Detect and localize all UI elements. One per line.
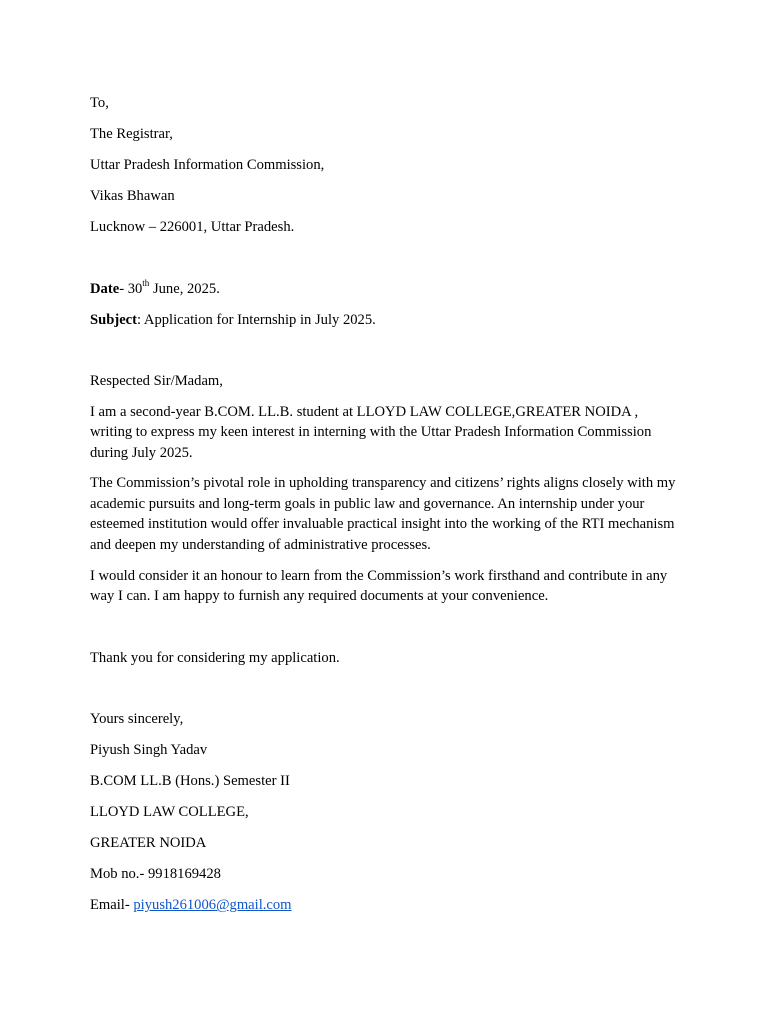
date-day: - 30	[119, 280, 143, 297]
address-recipient: The Registrar,	[90, 126, 173, 142]
body-paragraph-1: I am a second-year B.COM. LL.B. student at LLOYD LAW COLLEGE,GREATER NOIDA , writing to express my keen interest in interning with the Uttar Pradesh Information Commission during July 2025.	[90, 403, 652, 461]
signer-name: Piyush Singh Yadav	[90, 742, 208, 759]
date-label: Date	[90, 280, 120, 297]
salutation: Respected Sir/Madam,	[90, 373, 223, 389]
address-organisation: Uttar Pradesh Information Commission,	[90, 157, 325, 173]
closing: Yours sincerely,	[90, 711, 184, 728]
subject-line	[90, 310, 680, 331]
date-line	[90, 279, 680, 300]
signer-email-line	[90, 895, 680, 916]
body-paragraph-3: I would consider it an honour to learn from the Commission’s work firsthand and contribute in any way I can. I am happy to furnish any required documents at your convenience.	[90, 567, 668, 605]
signer-college: LLOYD LAW COLLEGE,	[90, 804, 249, 821]
signer-mobile: Mob no.- 9918169428	[90, 866, 221, 883]
address-city: Lucknow – 226001, Uttar Pradesh.	[90, 219, 295, 235]
letter-body	[90, 93, 680, 916]
date-rest: June, 2025.	[149, 280, 220, 297]
address-building: Vikas Bhawan	[90, 188, 175, 204]
email-link[interactable]: piyush261006@gmail.com	[133, 897, 292, 914]
signer-location: GREATER NOIDA	[90, 835, 207, 852]
address-to: To,	[90, 95, 109, 111]
body-paragraph-2: The Commission’s pivotal role in upholding transparency and citizens’ rights aligns closely with my academic pursuits and long-term goals in public law and governance. An internship under your esteemed institution would offer invaluable practical insight into the working of the RTI mechanism and deepen my understanding of administrative processes.	[90, 475, 676, 554]
thanks-line: Thank you for considering my application.	[90, 649, 340, 666]
email-label: Email-	[90, 897, 134, 914]
signer-course: B.COM LL.B (Hons.) Semester II	[90, 773, 290, 790]
subject-text: : Application for Internship in July 2025.	[137, 311, 376, 328]
date-suffix: th	[142, 277, 150, 288]
subject-label: Subject	[90, 311, 138, 328]
